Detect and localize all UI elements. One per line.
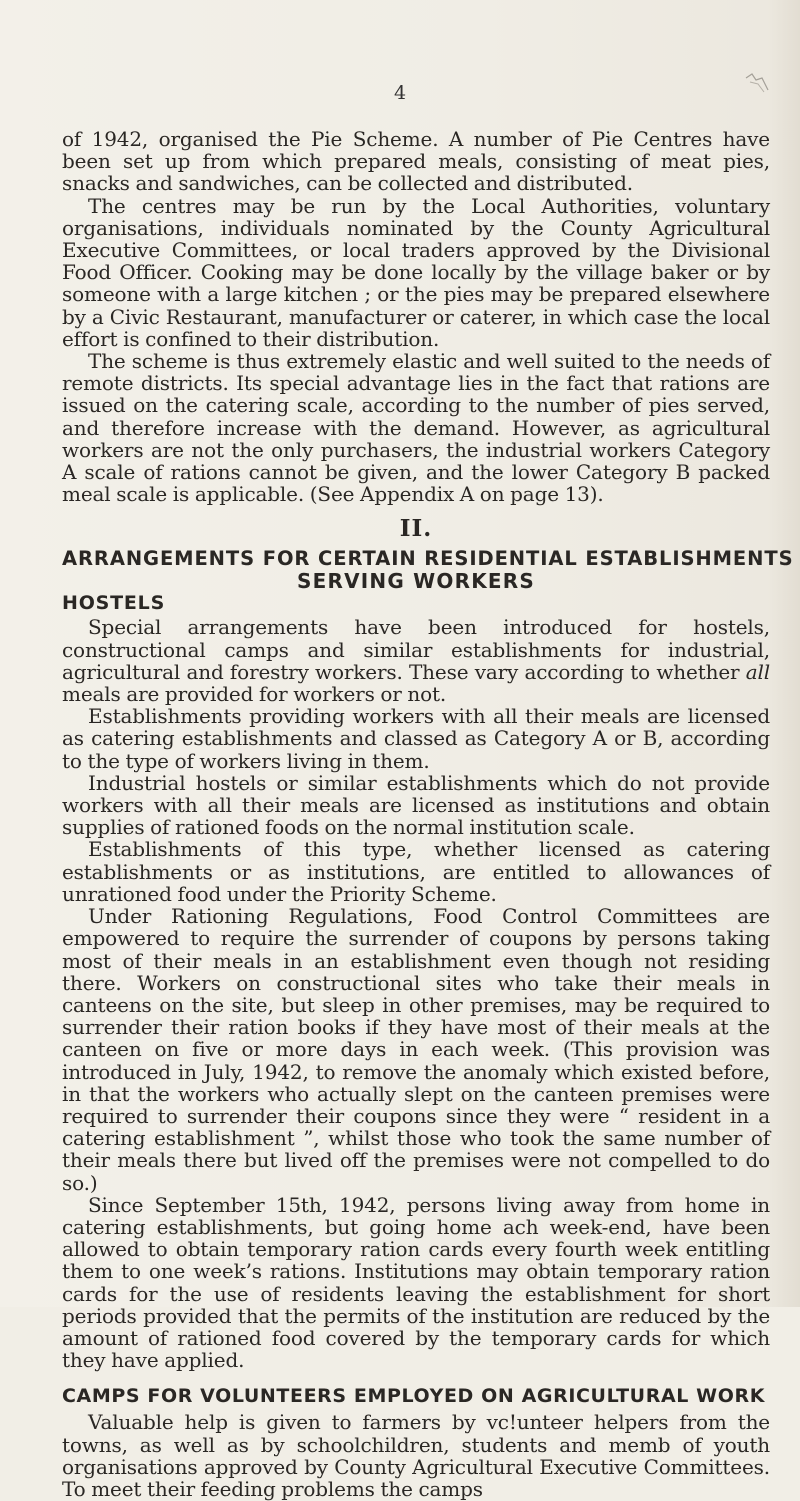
paragraph-volunteer-helpers: Valuable help is given to farmers by vc!unteer helpers from the towns, as well as by schoolchildren, students and memb of youth organisations approved by County Agricultural Executive Committees. To meet their feeding problems the camps [62,1410,770,1501]
paragraph-pie-scheme: of 1942, organised the Pie Scheme. A number of Pie Centres have been set up from which prepared meals, consisting of meat pies, snacks and sandwiches, can be collected and distributed. [62,127,770,196]
page-content [62,127,794,1501]
hostels-heading: HOSTELS [62,592,166,615]
section-title-line1: ARRANGEMENTS FOR CERTAIN RESIDENTIAL ESTABLISHMENTS [62,547,794,571]
page-number: 4 [393,82,407,104]
camps-heading: CAMPS FOR VOLUNTEERS EMPLOYED ON AGRICULTURAL WORK [62,1385,766,1408]
paragraph-industrial-hostels: Industrial hostels or similar establishments which do not provide workers with all their meals are licensed as institutions and obtain supplies of rationed foods on the normal institution scale. [62,770,770,840]
hostels-intro-italic: all [745,659,770,684]
paragraph-pie-centres: The centres may be run by the Local Authorities, voluntary organisations, individuals nominated by the County Agricultural Executive Committees, or local traders approved by the Divisional Food Officer. Cooking may be done locally by the village baker or by someone with a large kitchen ; or the pies may be prepared elsewhere by a Civic Restaurant, manufacturer or caterer, in which case the local effort is confined to their distribution. [62,193,770,351]
section-title-line2: SERVING WORKERS [297,569,535,594]
paragraph-establishments-all-meals: Establishments providing workers with all their meals are licensed as catering establishments and classed as Category A or B, according to the type of workers living in them. [62,704,770,773]
paragraph-temporary-ration-cards: Since September 15th, 1942, persons living away from home in catering establishments, but going home ach week-end, have been allowed to obtain temporary ration cards every fourth week entitling them to one week’s rations. Institutions may obtain temporary ration cards for the use of residents leaving the establishment for short periods provided that the permits of the institution are reduced by the amount of rationed food covered by the temporary cards for which they have applied. [62,1192,770,1373]
section-title [62,547,794,594]
hostels-intro-text: Special arrangements have been introduced for hostels, constructional camps and similar establishments for industrial, agricultural and forestry workers. These vary according to whether [62,615,770,684]
paragraph-scheme-elastic: The scheme is thus extremely elastic and well suited to the needs of remote districts. Its special advantage lies in the fact that rations are issued on the catering scale, according to the number of pies served, and therefore increase with the demand. However, as agricultural workers are not the only purchasers, the industrial workers Category A scale of rations cannot be given, and the lower Category B packed meal scale is applicable. (See Appendix A on page 13). [62,349,770,507]
paragraph-hostels-intro [62,616,770,705]
section-numeral: II. [399,515,433,543]
paragraph-priority-scheme: Establishments of this type, whether licensed as catering establishments or as institutions, are entitled to allowances of unrationed food under the Priority Scheme. [62,837,770,906]
paragraph-rationing-regulations: Under Rationing Regulations, Food Control Committees are empowered to require the surrender of coupons by persons taking most of their meals in an establishment even though not residing there. Workers on constructional sites who take their meals in canteens on the site, but sleep in other premises, may be required to surrender their ration books if they have most of their meals at the canteen on five or more days in each week. (This provision was introduced in July, 1942, to remove the anomaly which existed before, in that the workers who actually slept on the canteen premises were required to surrender their coupons since they were “ resident in a catering establishment ”, whilst those who took the same number of their meals there but lived off the premises were not compelled to do so.) [62,904,770,1195]
hostels-intro-text-end: meals are provided for workers or not. [62,682,447,707]
paper-blemish-mark [742,68,772,96]
